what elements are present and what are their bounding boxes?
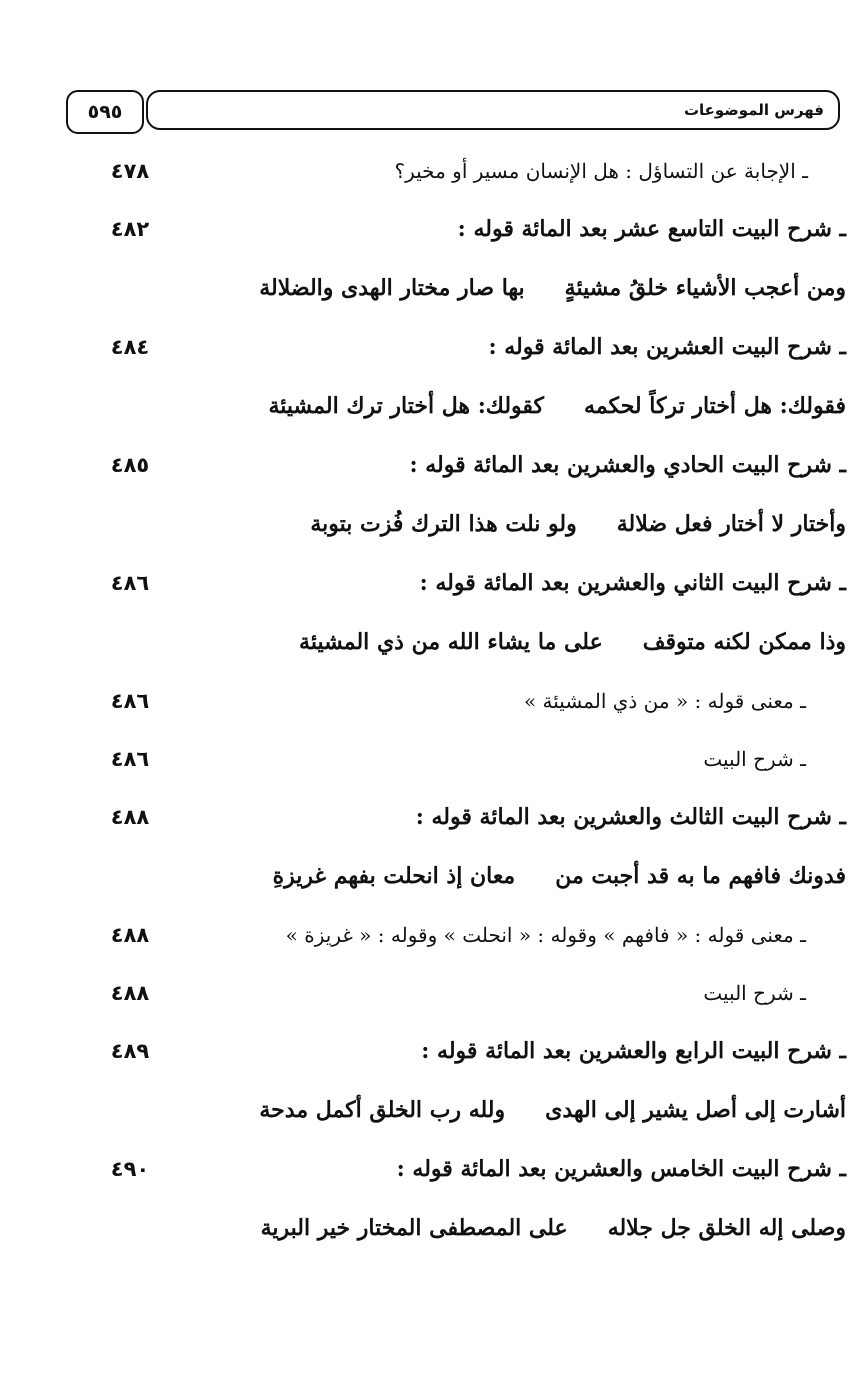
poem-verse <box>0 1198 868 1258</box>
toc-section <box>0 436 868 494</box>
entry-text: ـ شرح البيت <box>703 981 806 1005</box>
verse-second-hemistich: بها صار مختار الهدى والضلالة <box>259 275 525 301</box>
section-text: ـ شرح البيت الثالث والعشرين بعد المائة قوله : <box>415 804 846 830</box>
header-title-box <box>146 90 840 130</box>
entry-page-number: ٤٧٨ <box>110 159 150 183</box>
section-text: ـ شرح البيت الثاني والعشرين بعد المائة قوله : <box>419 570 846 596</box>
verse-text <box>273 846 846 906</box>
poem-verse <box>0 846 868 906</box>
toc-entry <box>0 730 868 788</box>
verse-text <box>259 258 846 318</box>
toc-section <box>0 200 868 258</box>
section-page-number: ٤٩٠ <box>110 1157 150 1181</box>
section-page-number: ٤٨٨ <box>110 805 150 829</box>
toc-list <box>0 142 868 1258</box>
verse-text <box>268 376 846 436</box>
poem-verse <box>0 376 868 436</box>
verse-text <box>310 494 846 554</box>
toc-entry <box>0 142 868 200</box>
entry-page-number: ٤٨٦ <box>110 747 150 771</box>
toc-section <box>0 1140 868 1198</box>
verse-second-hemistich: على ما يشاء الله من ذي المشيئة <box>299 629 603 655</box>
poem-verse <box>0 1080 868 1140</box>
entry-text: ـ شرح البيت <box>703 747 806 771</box>
verse-second-hemistich: كقولك: هل أختار ترك المشيئة <box>268 393 545 419</box>
verse-text <box>299 612 846 672</box>
section-text: ـ شرح البيت الحادي والعشرين بعد المائة قوله : <box>409 452 846 478</box>
verse-first-hemistich: فدونك فافهم ما به قد أجبت من <box>555 863 846 889</box>
section-text: ـ شرح البيت الرابع والعشرين بعد المائة قوله : <box>421 1038 846 1064</box>
toc-section <box>0 1022 868 1080</box>
toc-entry <box>0 964 868 1022</box>
entry-page-number: ٤٨٨ <box>110 981 150 1005</box>
entry-text: ـ الإجابة عن التساؤل : هل الإنسان مسير أو مخير؟ <box>394 159 808 183</box>
verse-second-hemistich: ولله رب الخلق أكمل مدحة <box>259 1097 506 1123</box>
section-page-number: ٤٨٦ <box>110 571 150 595</box>
toc-entry <box>0 906 868 964</box>
toc-entry <box>0 672 868 730</box>
verse-first-hemistich: أشارت إلى أصل يشير إلى الهدى <box>545 1097 846 1123</box>
verse-second-hemistich: معان إذ انحلت بفهم غريزةِ <box>272 863 516 889</box>
poem-verse <box>0 612 868 672</box>
poem-verse <box>0 258 868 318</box>
verse-second-hemistich: ولو نلت هذا الترك فُزت بتوبة <box>310 511 577 537</box>
section-page-number: ٤٨٩ <box>110 1039 150 1063</box>
toc-section <box>0 318 868 376</box>
verse-second-hemistich: على المصطفى المختار خير البرية <box>260 1215 568 1241</box>
entry-text: ـ معنى قوله : « من ذي المشيئة » <box>523 689 806 713</box>
header-title: فهرس الموضوعات <box>683 101 824 119</box>
section-text: ـ شرح البيت العشرين بعد المائة قوله : <box>488 334 846 360</box>
page-header <box>66 90 844 134</box>
entry-text: ـ معنى قوله : « فافهم » وقوله : « انحلت » وقوله : « غريزة » <box>285 923 806 947</box>
section-text: ـ شرح البيت التاسع عشر بعد المائة قوله : <box>457 216 846 242</box>
section-page-number: ٤٨٤ <box>110 335 150 359</box>
verse-first-hemistich: فقولك: هل أختار تركاً لحكمه <box>584 393 846 419</box>
verse-text <box>259 1080 846 1140</box>
section-page-number: ٤٨٢ <box>110 217 150 241</box>
section-page-number: ٤٨٥ <box>110 453 150 477</box>
entry-page-number: ٤٨٦ <box>110 689 150 713</box>
verse-first-hemistich: ومن أعجب الأشياء خلقُ مشيئةٍ <box>564 275 846 301</box>
section-text: ـ شرح البيت الخامس والعشرين بعد المائة قوله : <box>396 1156 846 1182</box>
verse-text <box>261 1198 846 1258</box>
toc-section <box>0 788 868 846</box>
verse-first-hemistich: وذا ممكن لكنه متوقف <box>642 629 846 655</box>
verse-first-hemistich: وصلى إله الخلق جل جلاله <box>607 1215 846 1241</box>
entry-page-number: ٤٨٨ <box>110 923 150 947</box>
verse-first-hemistich: وأختار لا أختار فعل ضلالة <box>616 511 846 537</box>
page-number: ٥٩٥ <box>66 90 144 134</box>
poem-verse <box>0 494 868 554</box>
toc-section <box>0 554 868 612</box>
